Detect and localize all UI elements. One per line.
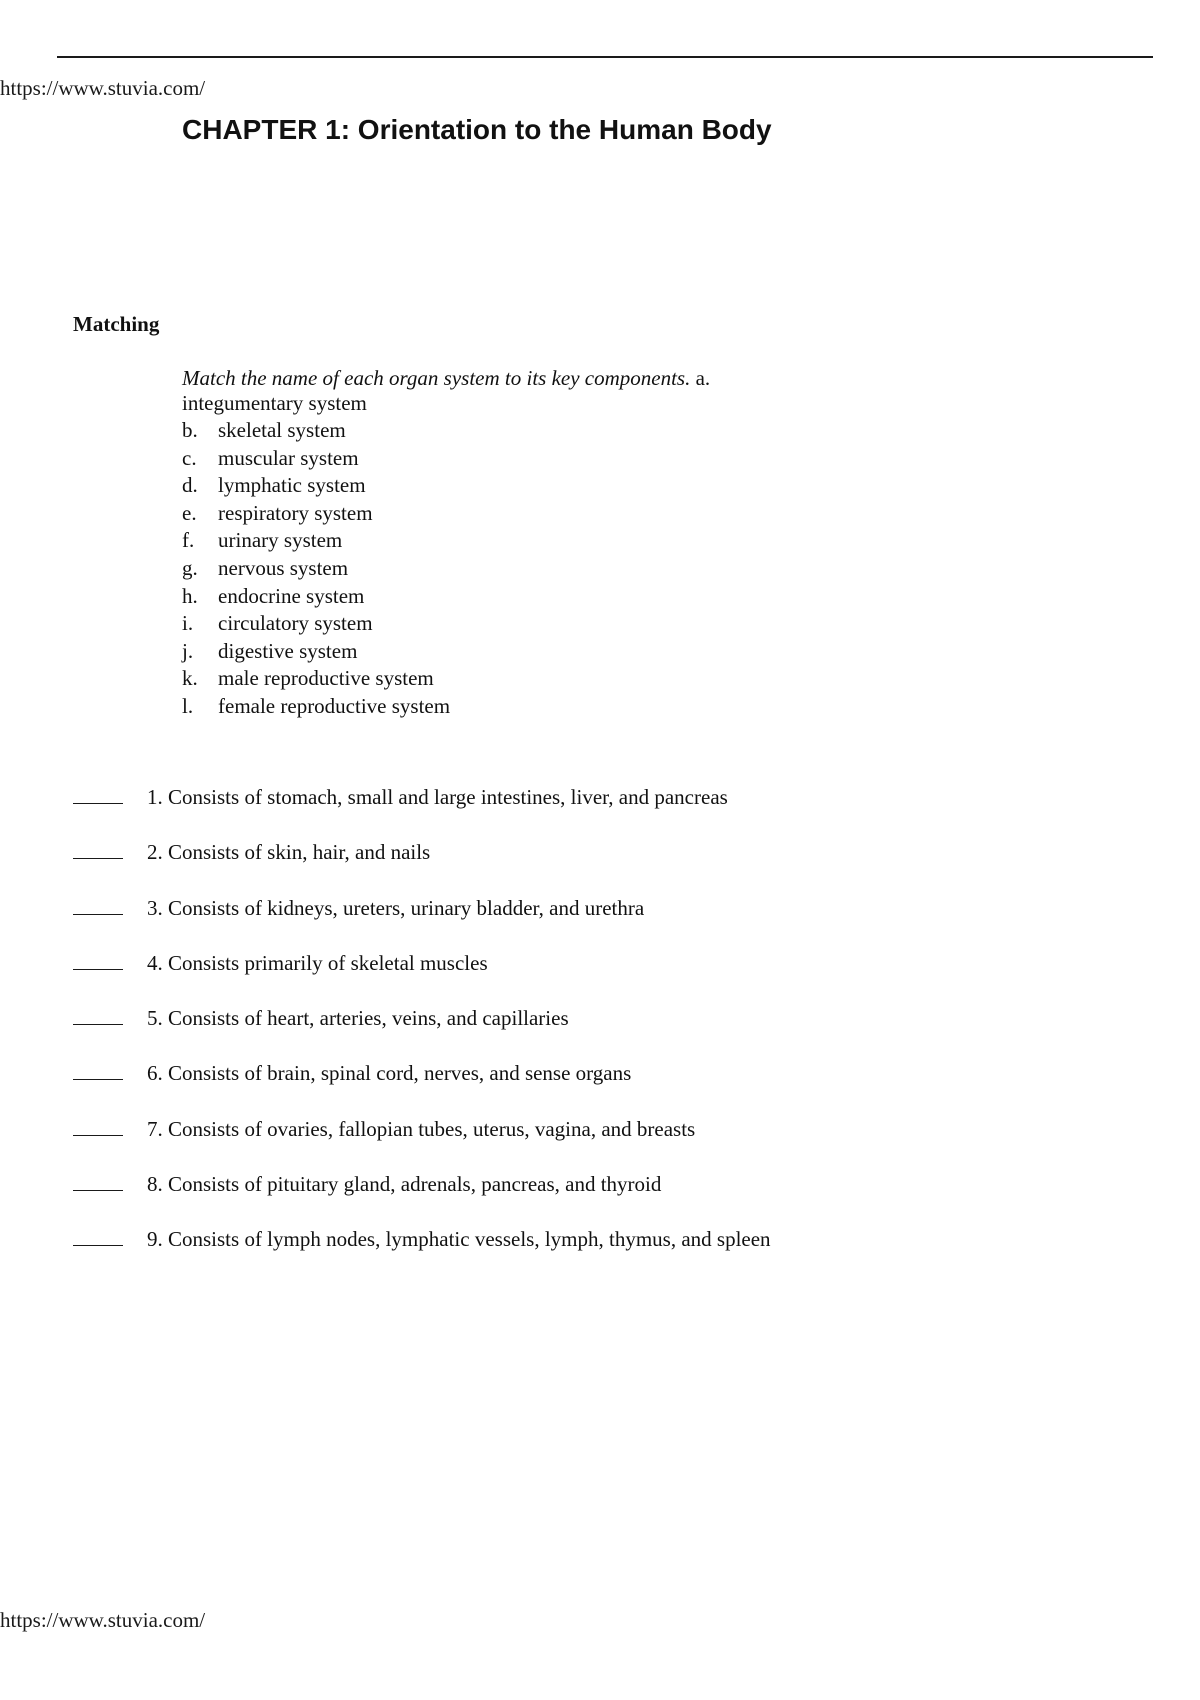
option-label: lymphatic system — [218, 473, 366, 498]
option-letter: c. — [182, 445, 197, 470]
option-letter: e. — [182, 500, 197, 525]
option-item — [182, 638, 450, 666]
option-item — [182, 417, 450, 445]
option-letter: k. — [182, 666, 198, 691]
answer-blank[interactable] — [73, 1059, 123, 1080]
question-text: 2. Consists of skin, hair, and nails — [147, 840, 431, 865]
option-letter: i. — [182, 611, 194, 636]
question-item — [73, 1057, 771, 1112]
matching-instructions — [182, 366, 782, 416]
answer-blank[interactable] — [73, 1225, 123, 1246]
option-item — [182, 610, 450, 638]
option-label: male reproductive system — [218, 666, 434, 691]
option-item — [182, 583, 450, 611]
option-label: nervous system — [218, 555, 349, 580]
option-item — [182, 527, 450, 555]
option-letter: d. — [182, 473, 198, 498]
question-text: 8. Consists of pituitary gland, adrenals, pancreas, and thyroid — [147, 1171, 662, 1196]
answer-blank[interactable] — [73, 1170, 123, 1191]
question-item — [73, 1223, 771, 1278]
question-item — [73, 1113, 771, 1168]
option-label: respiratory system — [218, 500, 373, 525]
question-text: 3. Consists of kidneys, ureters, urinary bladder, and urethra — [147, 895, 645, 920]
question-item — [73, 1002, 771, 1057]
section-heading: Matching — [73, 312, 160, 336]
answer-blank[interactable] — [73, 894, 123, 915]
question-text: 1. Consists of stomach, small and large intestines, liver, and pancreas — [147, 785, 728, 809]
question-text: 7. Consists of ovaries, fallopian tubes, uterus, vagina, and breasts — [147, 1116, 696, 1141]
option-letter: h. — [182, 583, 198, 608]
option-letter: l. — [182, 693, 194, 718]
option-label: female reproductive system — [218, 693, 451, 718]
option-item — [182, 472, 450, 500]
footer-url[interactable]: https://www.stuvia.com/ — [0, 1608, 206, 1632]
question-item — [73, 1168, 771, 1223]
option-item — [182, 445, 450, 473]
question-text: 4. Consists primarily of skeletal muscles — [147, 950, 488, 975]
chapter-title: CHAPTER 1: Orientation to the Human Body — [182, 114, 772, 145]
question-item — [73, 947, 771, 1002]
option-item — [182, 665, 450, 693]
option-label: muscular system — [218, 445, 359, 470]
header-url[interactable]: https://www.stuvia.com/ — [0, 76, 206, 100]
option-list — [182, 417, 450, 721]
answer-blank[interactable] — [73, 1115, 123, 1136]
answer-blank[interactable] — [73, 1004, 123, 1025]
question-text: 5. Consists of heart, arteries, veins, and capillaries — [147, 1006, 569, 1030]
option-item — [182, 693, 450, 721]
header-rule — [57, 56, 1153, 58]
answer-blank[interactable] — [73, 783, 123, 804]
option-letter: f. — [182, 528, 195, 553]
answer-blank[interactable] — [73, 949, 123, 970]
question-item — [73, 892, 771, 947]
question-text: 6. Consists of brain, spinal cord, nerves, and sense organs — [147, 1061, 632, 1086]
question-list — [73, 781, 771, 1278]
option-label: endocrine system — [218, 583, 365, 608]
option-a: a. integumentary system — [182, 366, 711, 415]
option-letter: b. — [182, 418, 198, 442]
option-label: urinary system — [218, 528, 343, 553]
option-item — [182, 500, 450, 528]
question-item — [73, 836, 771, 891]
option-label: circulatory system — [218, 611, 373, 636]
answer-blank[interactable] — [73, 838, 123, 859]
instructions-text: Match the name of each organ system to its key components. — [182, 366, 691, 390]
question-text: 9. Consists of lymph nodes, lymphatic vessels, lymph, thymus, and spleen — [147, 1227, 771, 1251]
option-label: digestive system — [218, 638, 358, 663]
option-item — [182, 555, 450, 583]
question-item — [73, 781, 771, 836]
option-letter: g. — [182, 555, 198, 580]
option-letter: j. — [182, 638, 194, 663]
option-label: skeletal system — [218, 418, 346, 442]
